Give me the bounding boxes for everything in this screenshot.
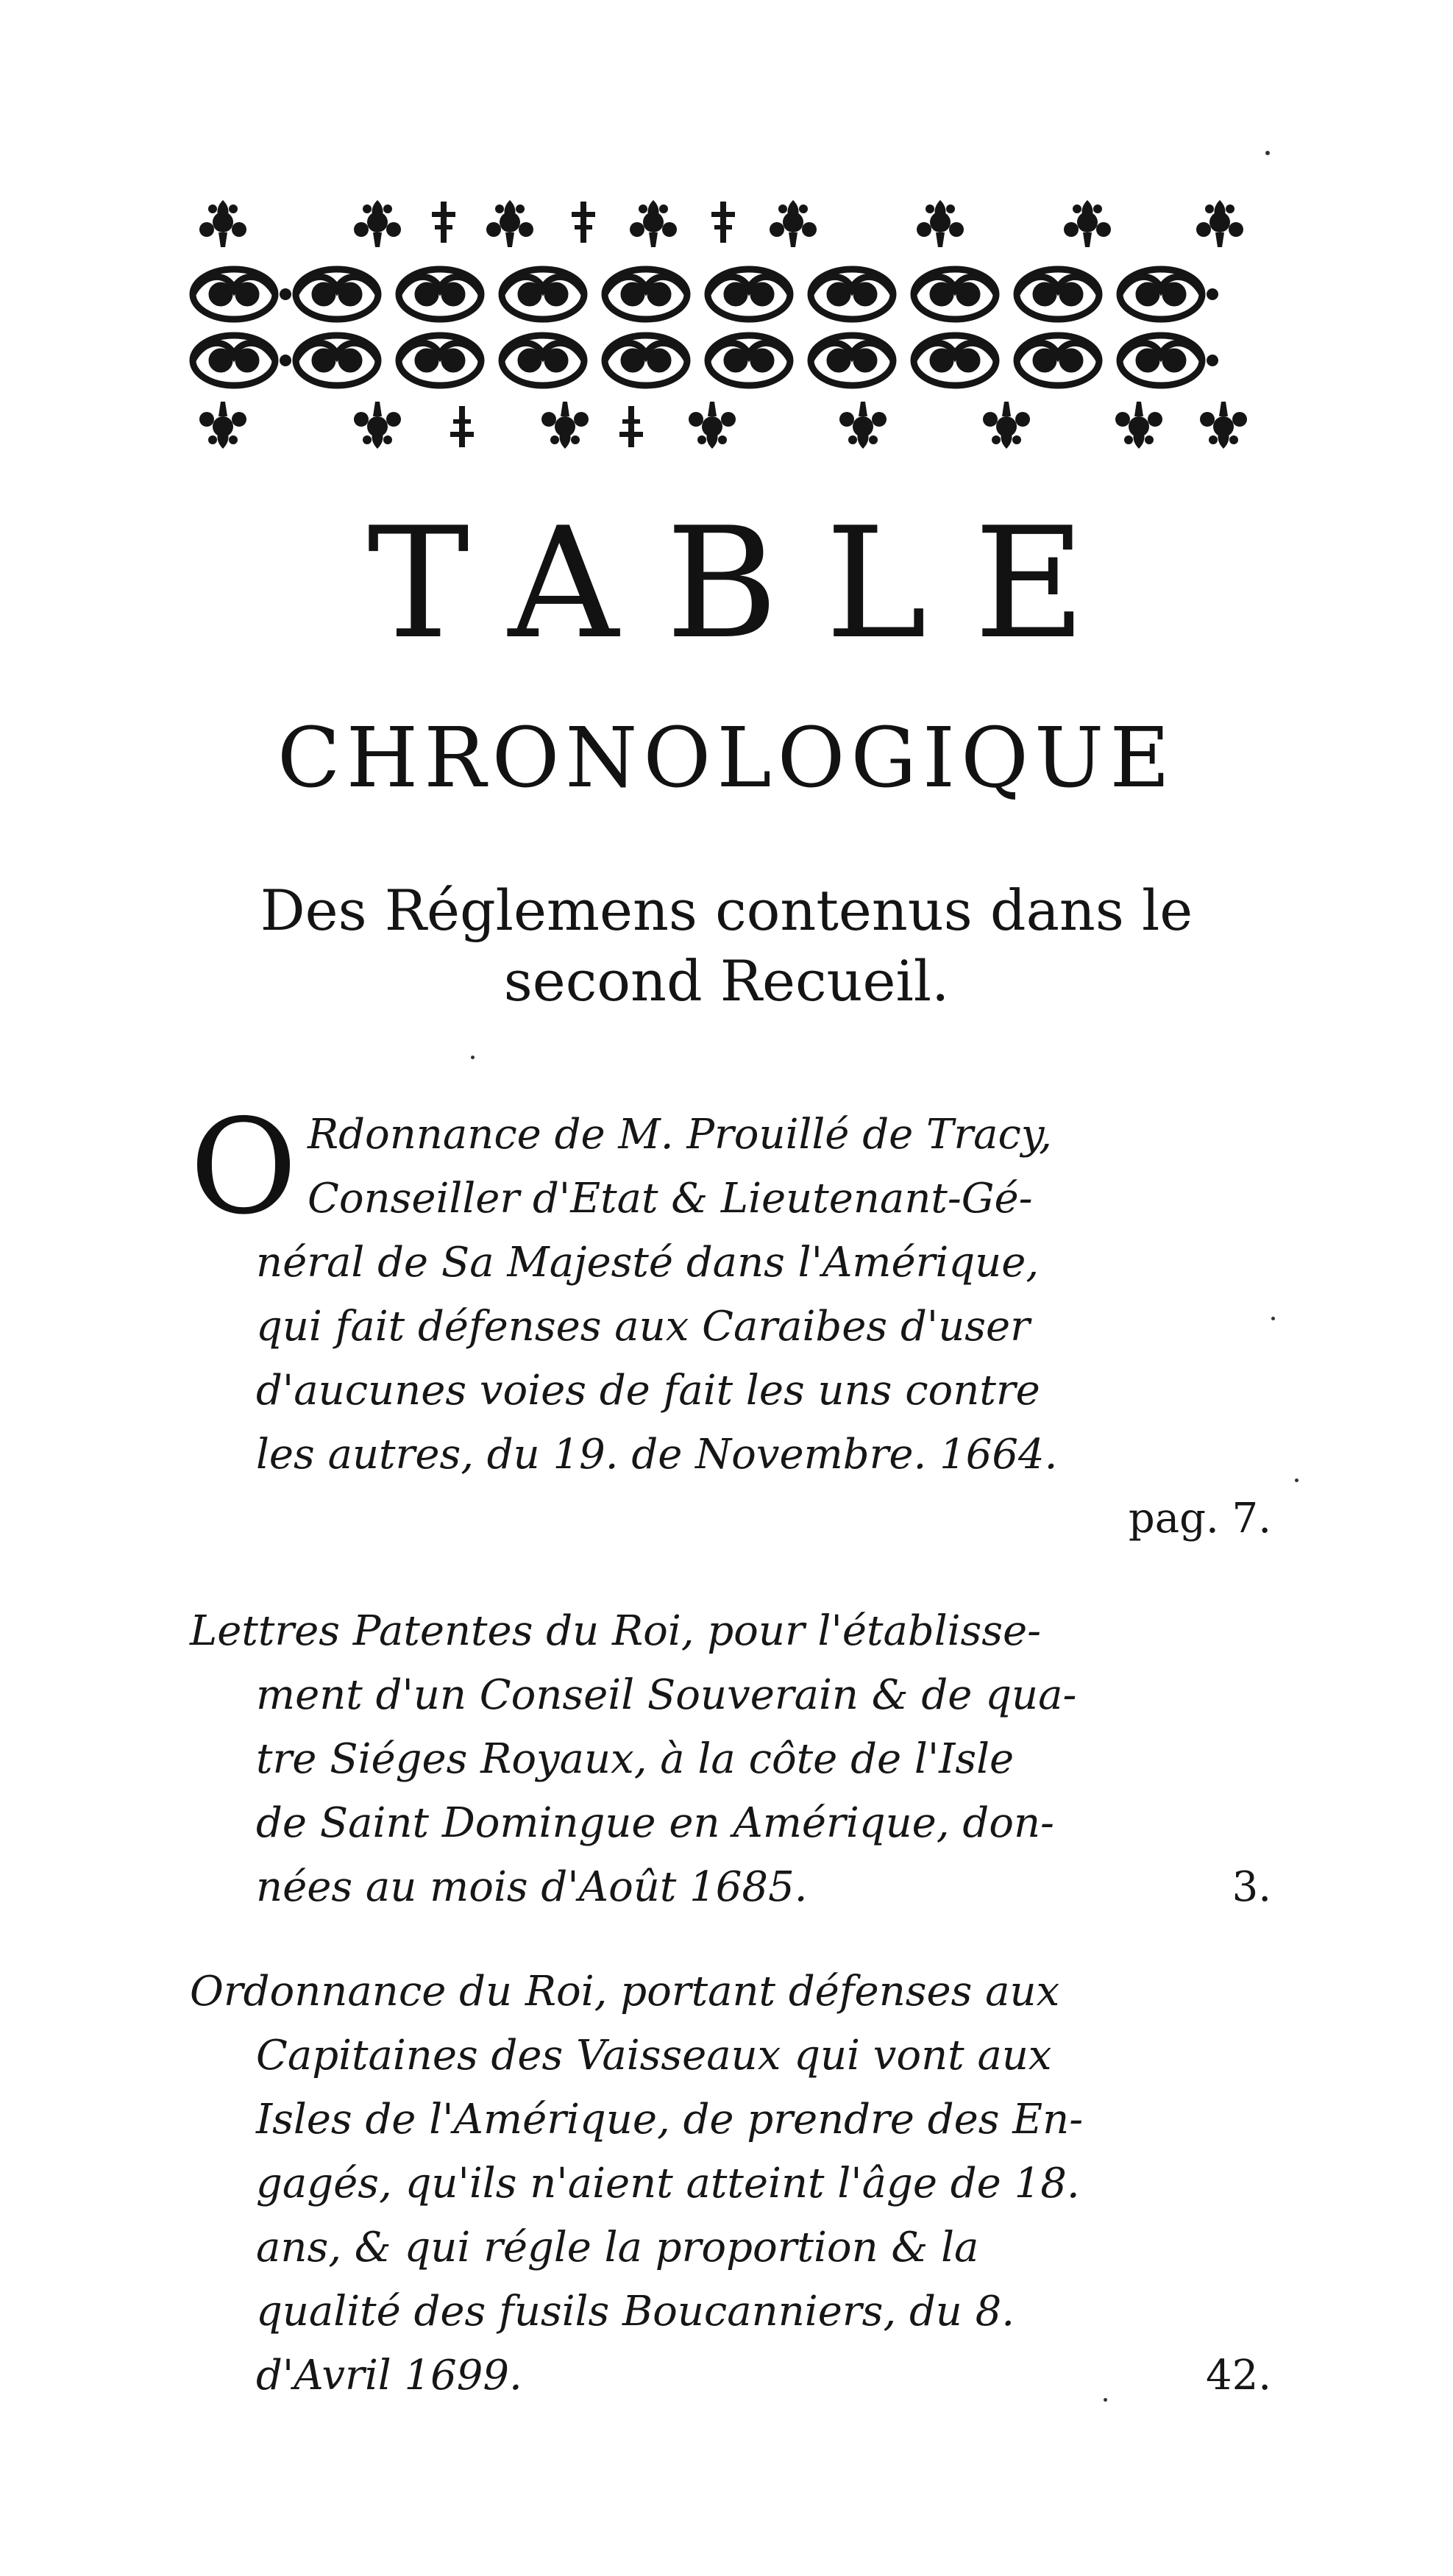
scan-speck — [1265, 151, 1270, 155]
page-title: TABLE — [367, 495, 1133, 673]
scan-speck — [1295, 1479, 1299, 1482]
entry-line: de Saint Domingue en Amérique, don- — [256, 1799, 1054, 1847]
description-line: Des Réglemens contenus dans le — [260, 878, 1193, 943]
entry-line: Conseiller d'Etat & Lieutenant-Gé- — [308, 1175, 1033, 1223]
entry-line: nées au mois d'Août 1685. — [256, 1863, 808, 1911]
entry-line: gagés, qu'ils n'aient atteint l'âge de 18. — [256, 2160, 1080, 2207]
fleuron-ornament-band — [182, 177, 1264, 463]
entry-line: Capitaines des Vaisseaux qui vont aux — [256, 2032, 1052, 2079]
entry-line: Isles de l'Amérique, de prendre des En- — [256, 2096, 1084, 2143]
entry-line: qui fait défenses aux Caraibes d'user — [256, 1303, 1030, 1351]
entry-page-number: 3. — [1232, 1863, 1271, 1911]
entry-line: les autres, du 19. de Novembre. 1664. — [256, 1431, 1058, 1479]
entry-line: ans, & qui régle la proportion & la — [256, 2224, 979, 2271]
entry-page-number: 42. — [1205, 2352, 1271, 2399]
entry-line: Ordonnance du Roi, portant défenses aux — [190, 1968, 1060, 2015]
description-line: second Recueil. — [503, 948, 950, 1014]
entry-page-number: pag. 7. — [1128, 1495, 1271, 1543]
entry-line: Lettres Patentes du Roi, pour l'établisse- — [190, 1607, 1042, 1655]
entry-line: d'aucunes voies de fait les uns contre — [256, 1367, 1040, 1415]
scan-speck — [1104, 2398, 1107, 2402]
scan-speck — [1271, 1317, 1275, 1320]
entry-line: tre Siéges Royaux, à la côte de l'Isle — [256, 1735, 1015, 1783]
drop-cap: O — [190, 1091, 297, 1243]
entry-line: qualité des fusils Boucanniers, du 8. — [256, 2288, 1015, 2335]
page-subtitle: CHRONOLOGIQUE — [277, 711, 1176, 806]
entry-line: ment d'un Conseil Souverain & de qua- — [256, 1671, 1077, 1719]
entry-line: d'Avril 1699. — [256, 2352, 522, 2399]
entry-line: Rdonnance de M. Prouillé de Tracy, — [308, 1111, 1052, 1159]
scan-speck — [471, 1056, 475, 1059]
entry-line: néral de Sa Majesté dans l'Amérique, — [256, 1239, 1040, 1287]
page-description — [0, 875, 1453, 1017]
